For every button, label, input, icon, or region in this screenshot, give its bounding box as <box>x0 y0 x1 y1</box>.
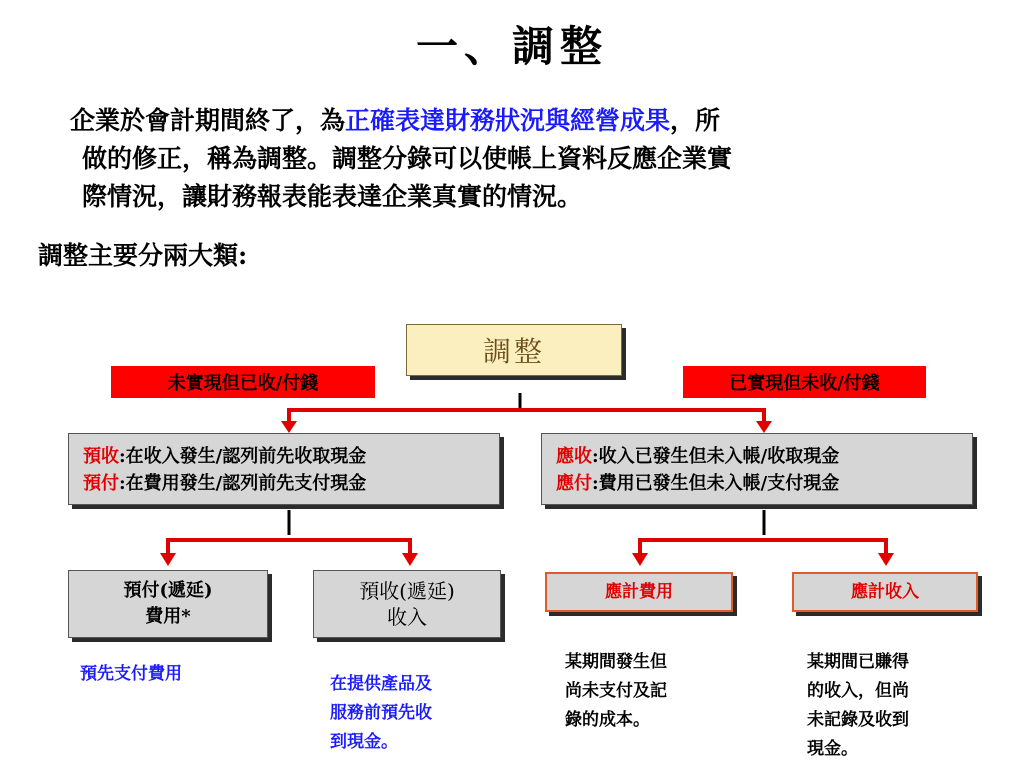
accrual-node <box>541 433 973 505</box>
note-unearned-revenue <box>330 670 432 757</box>
page-title: 一、調整 <box>415 22 608 71</box>
deferral-row-1-key: 預收 <box>83 446 119 467</box>
arrow-leaf-3 <box>632 553 648 566</box>
leaf-3-line-1: 應計費用 <box>605 582 673 602</box>
leaf-4-line-1: 應計收入 <box>851 582 919 602</box>
arrow-left-mid <box>281 421 297 433</box>
note-2-line-2: 服務前預先收 <box>330 703 432 723</box>
leaf-prepaid-expense <box>68 570 268 638</box>
note-2-line-1: 在提供產品及 <box>330 674 432 694</box>
note-2-line-3: 到現金。 <box>330 732 398 752</box>
leaf-unearned-revenue <box>313 570 501 638</box>
note-accrued-expense <box>565 648 667 735</box>
arrow-leaf-1 <box>160 553 176 566</box>
leaf-accrued-expense <box>545 572 733 612</box>
arrow-right-mid <box>756 421 772 433</box>
intro-line-2: 做的修正，稱為調整。調整分錄可以使帳上資料反應企業實 <box>82 144 733 173</box>
subheading: 調整主要分兩大類: <box>38 241 248 270</box>
note-3-line-3: 錄的成本。 <box>565 710 650 730</box>
deferral-row-1 <box>83 443 499 470</box>
deferral-node <box>68 433 500 505</box>
accrual-row-1 <box>556 443 972 470</box>
accrual-row-2 <box>556 470 972 497</box>
note-3-line-1: 某期間發生但 <box>565 652 667 672</box>
note-4-line-1: 某期間已賺得 <box>807 652 909 672</box>
root-node: 調整 <box>406 324 622 376</box>
note-4-line-4: 現金。 <box>807 739 858 759</box>
arrow-leaf-4 <box>878 553 894 566</box>
intro-highlight: 正確表達財務狀況與經營成果 <box>345 106 671 135</box>
leaf-accrued-revenue <box>792 572 978 612</box>
deferral-row-2-text: :在費用發生/認列前先支付現金 <box>119 473 367 494</box>
leaf-2-line-2: 收入 <box>386 605 427 629</box>
top-branch <box>289 410 764 424</box>
accrual-row-2-key: 應付 <box>556 473 592 494</box>
intro-line-1-start: 企業於會計期間終了，為 <box>70 106 346 135</box>
accrual-row-1-text: :收入已發生但未入帳/收取現金 <box>592 446 840 467</box>
intro-line-3: 際情況，讓財務報表能表達企業真實的情況。 <box>82 182 583 211</box>
left-category-label: 未實現但已收/付錢 <box>111 366 375 398</box>
note-3-line-2: 尚未支付及記 <box>565 681 667 701</box>
right-category-label: 已實現但未收/付錢 <box>683 366 926 398</box>
note-1-line-1: 預先支付費用 <box>80 664 182 684</box>
left-branch <box>168 540 410 556</box>
deferral-row-1-text: :在收入發生/認列前先收取現金 <box>119 446 367 467</box>
intro-line-1-end: ，所 <box>670 106 721 135</box>
arrow-leaf-2 <box>402 553 418 566</box>
right-branch <box>640 540 886 556</box>
note-prepaid-expense <box>80 660 182 689</box>
note-4-line-2: 的收入，但尚 <box>807 681 909 701</box>
note-accrued-revenue <box>807 648 909 764</box>
leaf-1-line-1: 預付(遞延) <box>123 580 213 601</box>
deferral-row-2 <box>83 470 499 497</box>
deferral-row-2-key: 預付 <box>83 473 119 494</box>
note-4-line-3: 未記錄及收到 <box>807 710 909 730</box>
leaf-2-line-1: 預收(遞延) <box>359 579 455 603</box>
leaf-1-line-2: 費用* <box>145 606 191 627</box>
accrual-row-2-text: :費用已發生但未入帳/支付現金 <box>592 473 840 494</box>
accrual-row-1-key: 應收 <box>556 446 592 467</box>
